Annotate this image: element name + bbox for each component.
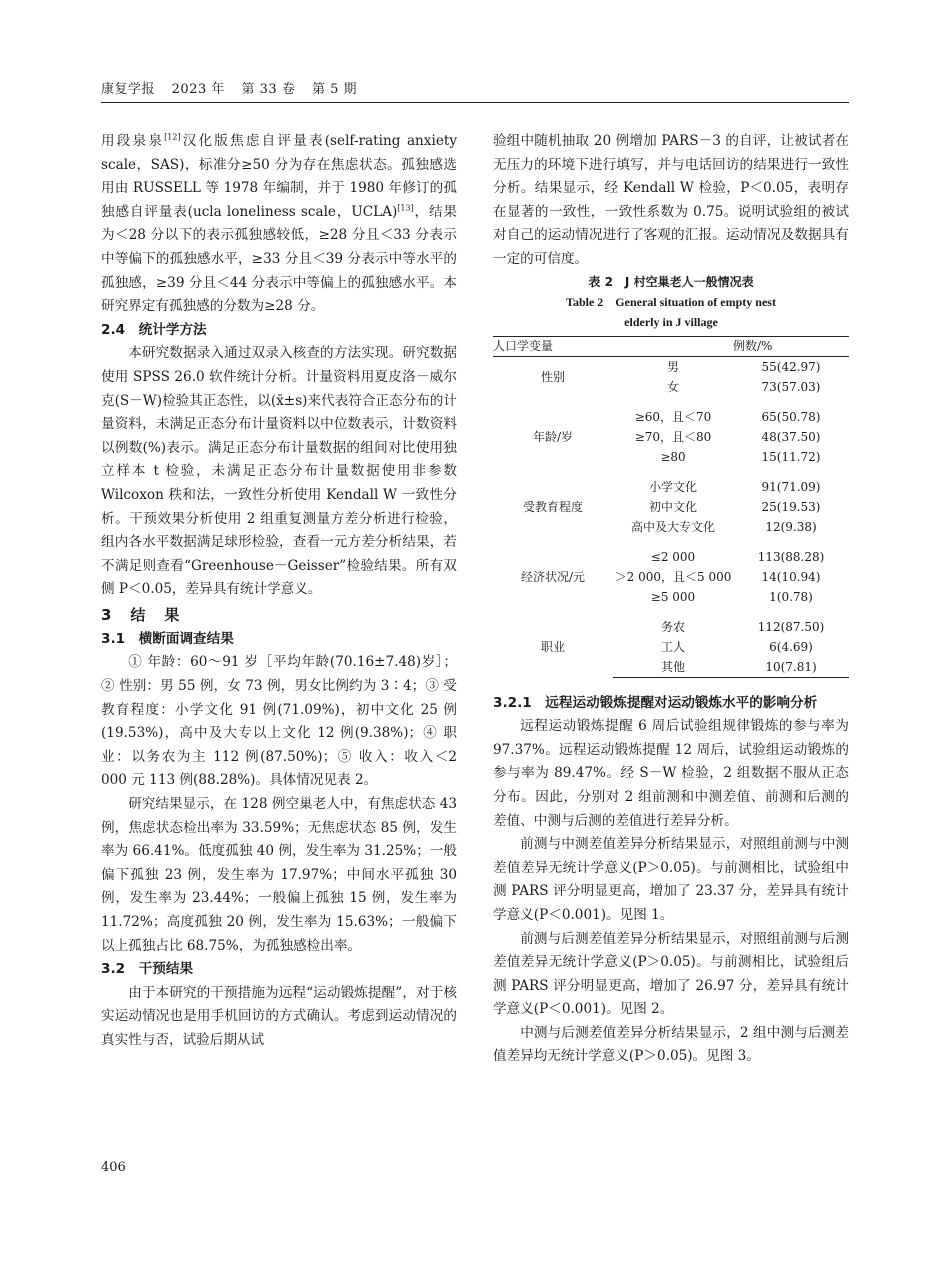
table-count-cell: 113(88.28) [757, 549, 825, 564]
left-column [101, 130, 457, 1053]
paragraph-statistics: 本研究数据录入通过双录入核查的方法实现。研究数据使用 SPSS 26.0 软件统计分析。计量资料用夏皮洛－威尔克(S－W)检验其正态性，以(x̄±s)来代表符合正态分布的计量资料，未满足正态分布计量资料以中位数表示，计数资料以例数(%)表示。满足正态分布计量数据的组间对比使用独立样本 t 检验，未满足正态分布计量数据使用非参数 Wilcoxon 秩和法，一致性分析使用 Kendall W 一致性分析。干预效果分析使用 2 组重复测量方差分析进行检验，组内各水平数据满足球形检验，查看一元方差分析结果，若不满足则查看“Greenhouse－Geisser”检验结果。所有双侧 P＜0.05，差异具有统计学意义。 [101, 345, 457, 598]
table-group-spacer [493, 607, 849, 617]
table-category-cell: 年龄/岁 [532, 429, 574, 444]
table-row [493, 407, 849, 427]
table-count-cell: 48(37.50) [761, 429, 821, 444]
paragraph-intervention: 由于本研究的干预措施为远程“运动锻炼提醒”，对于核实运动情况也是用手机回访的方式确认。考虑到运动情况的真实性与否，试验后期从试 [101, 984, 457, 1048]
paragraph-demographics: ① 年龄：60～91 岁［平均年龄(70.16±7.48)岁］；② 性别：男 55 例，女 73 例，男女比例约为 3∶4；③ 受教育程度：小学文化 91 例(71.09%)，初中文化 25 例(19.53%)，高中及大专以上文化 12 例(9.38%)；④ 职业：以务农为主 112 例(87.50%)；⑤ 收入：收入＜2 000 元 113 例(88.28%)。具体情况见表 2。 [101, 654, 457, 789]
table-count-cell: 6(4.69) [769, 639, 813, 654]
table-category-cell: 性别 [540, 369, 565, 384]
table-caption-en: Table 2 General situation of empty nest [566, 294, 776, 309]
journal-volume: 第 33 卷 [241, 82, 296, 97]
page-number: 406 [101, 1160, 126, 1175]
section-heading-3-1: 3.1 横断面调查结果 [101, 630, 234, 647]
table-row [493, 356, 849, 377]
header-rule [101, 102, 849, 103]
table-group-spacer [493, 467, 849, 477]
table-subcategory-cell: ≥5 000 [650, 589, 696, 604]
paragraph-mid-post: 中测与后测差值差异分析结果显示，2 组中测与后测差值差异均无统计学意义(P＞0.05)。见图 3。 [493, 1024, 849, 1065]
paragraph-consistency: 验组中随机抽取 20 例增加 PARS－3 的自评，让被试者在无压力的环境下进行填写，并与电话回访的结果进行一致性分析。结果显示，经 Kendall W 检验，P＜0.05，表明存在显著的一致性，一致性系数为 0.75。说明试验组的被试对自己的运动情况进行了客观的汇报。运动情况及数据具有一定的可信度。 [493, 133, 849, 267]
table-subcategory-cell: ＞2 000，且＜5 000 [614, 569, 732, 584]
table-subcategory-cell: 务农 [660, 619, 685, 634]
table-row [493, 547, 849, 567]
table-subcategory-cell: 其他 [613, 657, 733, 678]
table-count-cell: 15(11.72) [761, 449, 821, 464]
table-count-cell: 55(42.97) [761, 359, 821, 374]
table-subcategory-cell: 女 [666, 379, 679, 394]
table-subcategory-cell: 男 [666, 359, 679, 374]
journal-year: 2023 年 [171, 82, 225, 97]
table-count-cell: 10(7.81) [733, 657, 849, 678]
table-count-cell: 25(19.53) [761, 499, 821, 514]
table-subcategory-cell: ≥60，且＜70 [634, 409, 712, 424]
table-header-variable: 人口学变量 [493, 336, 733, 356]
table-category-cell: 经济状况/元 [520, 569, 586, 584]
table-header-row [493, 336, 849, 356]
table-group-spacer [493, 397, 849, 407]
table-subcategory-cell: 初中文化 [648, 499, 697, 514]
table-caption-en-cont: elderly in J village [624, 314, 718, 329]
text-run: 用段泉泉 [101, 133, 165, 149]
journal-issue: 第 5 期 [311, 82, 358, 97]
table-count-cell: 91(71.09) [761, 479, 821, 494]
journal-name: 康复学报 [101, 82, 156, 97]
table-count-cell: 1(0.78) [769, 589, 813, 604]
section-heading-2-4: 2.4 统计学方法 [101, 321, 207, 338]
table-group-spacer [493, 537, 849, 547]
table-subcategory-cell: 高中及大专文化 [630, 519, 715, 534]
table-body [493, 356, 849, 677]
section-heading-3: 3 结 果 [101, 605, 182, 624]
text-run: ，结果为＜28 分以下的表示孤独感较低，≥28 分且＜33 分表示中等偏下的孤独感水平，≥33 分且＜39 分表示中等水平的孤独感，≥39 分且＜44 分表示中等偏上的孤独感水平。本研究界定有孤独感的分数为≥28 分。 [101, 203, 458, 315]
demographics-table [493, 336, 849, 678]
table-row [493, 477, 849, 497]
table-row [493, 617, 849, 637]
table-subcategory-cell: ≥70，且＜80 [634, 429, 712, 444]
citation-ref: [13] [397, 203, 414, 213]
table-count-cell: 112(87.50) [757, 619, 825, 634]
paragraph-participation: 远程运动锻炼提醒 6 周后试验组规律锻炼的参与率为 97.37%。远程运动锻炼提醒 12 周后，试验组运动锻炼的参与率为 89.47%。经 S－W 检验，2 组数据不服从正态分布。因此，分别对 2 组前测和中测差值、前测和后测的差值、中测与后测的差值进行差异分析。 [493, 718, 849, 829]
paragraph-scales [101, 130, 457, 319]
table-count-cell: 73(57.03) [761, 379, 821, 394]
table-subcategory-cell: 小学文化 [648, 479, 697, 494]
table-subcategory-cell: ≥80 [660, 449, 686, 464]
paragraph-anxiety-results: 研究结果显示，在 128 例空巢老人中，有焦虑状态 43 例，焦虑状态检出率为 33.59%；无焦虑状态 85 例，发生率为 66.41%。低度孤独 40 例，发生率为 31.25%；一般偏下孤独 23 例，发生率为 17.97%；中间水平孤独 30 例，发生率为 23.44%；一般偏上孤独 15 例，发生率为 11.72%；高度孤独 20 例，发生率为 15.63%；一般偏下以上孤独占比 68.75%，为孤独感检出率。 [101, 796, 457, 954]
table-category-cell: 受教育程度 [522, 499, 583, 514]
running-header [101, 78, 849, 97]
table-count-cell: 14(10.94) [761, 569, 821, 584]
table-count-cell: 12(9.38) [765, 519, 817, 534]
section-heading-3-2: 3.2 干预结果 [101, 961, 194, 978]
paragraph-pre-post: 前测与后测差值差异分析结果显示，对照组前测与后测差值差异无统计学意义(P＞0.05)。与前测相比，试验组后测 PARS 评分明显更高，增加了 26.97 分，差异具有统计学意义(P＜0.001)。见图 2。 [493, 930, 849, 1018]
citation-ref: [12] [164, 132, 181, 142]
table-subcategory-cell: ≤2 000 [650, 549, 696, 564]
paragraph-pre-mid: 前测与中测差值差异分析结果显示，对照组前测与中测差值差异无统计学意义(P＞0.05)。与前测相比，试验组中测 PARS 评分明显更高，增加了 23.37 分，差异具有统计学意义(P＜0.001)。见图 1。 [493, 836, 849, 923]
table-count-cell: 65(50.78) [761, 409, 821, 424]
table-header-count: 例数/% [733, 336, 849, 356]
section-heading-3-2-1: 3.2.1 远程运动锻炼提醒对运动锻炼水平的影响分析 [493, 694, 818, 711]
table-subcategory-cell: 工人 [660, 639, 685, 654]
text-run: 汉化版焦虑自评量表(self-rating anxiety scale，SAS)，标准分≥50 分为存在焦虑状态。孤独感选用由 RUSSELL 等 1978 年编制，并于 1980 年修订的孤独感自评量表(ucla loneliness scale，UCLA) [101, 133, 458, 220]
table-category-cell: 职业 [540, 639, 565, 654]
right-column [493, 130, 849, 1069]
table-caption-cn: 表 2 J 村空巢老人一般情况表 [588, 274, 754, 289]
